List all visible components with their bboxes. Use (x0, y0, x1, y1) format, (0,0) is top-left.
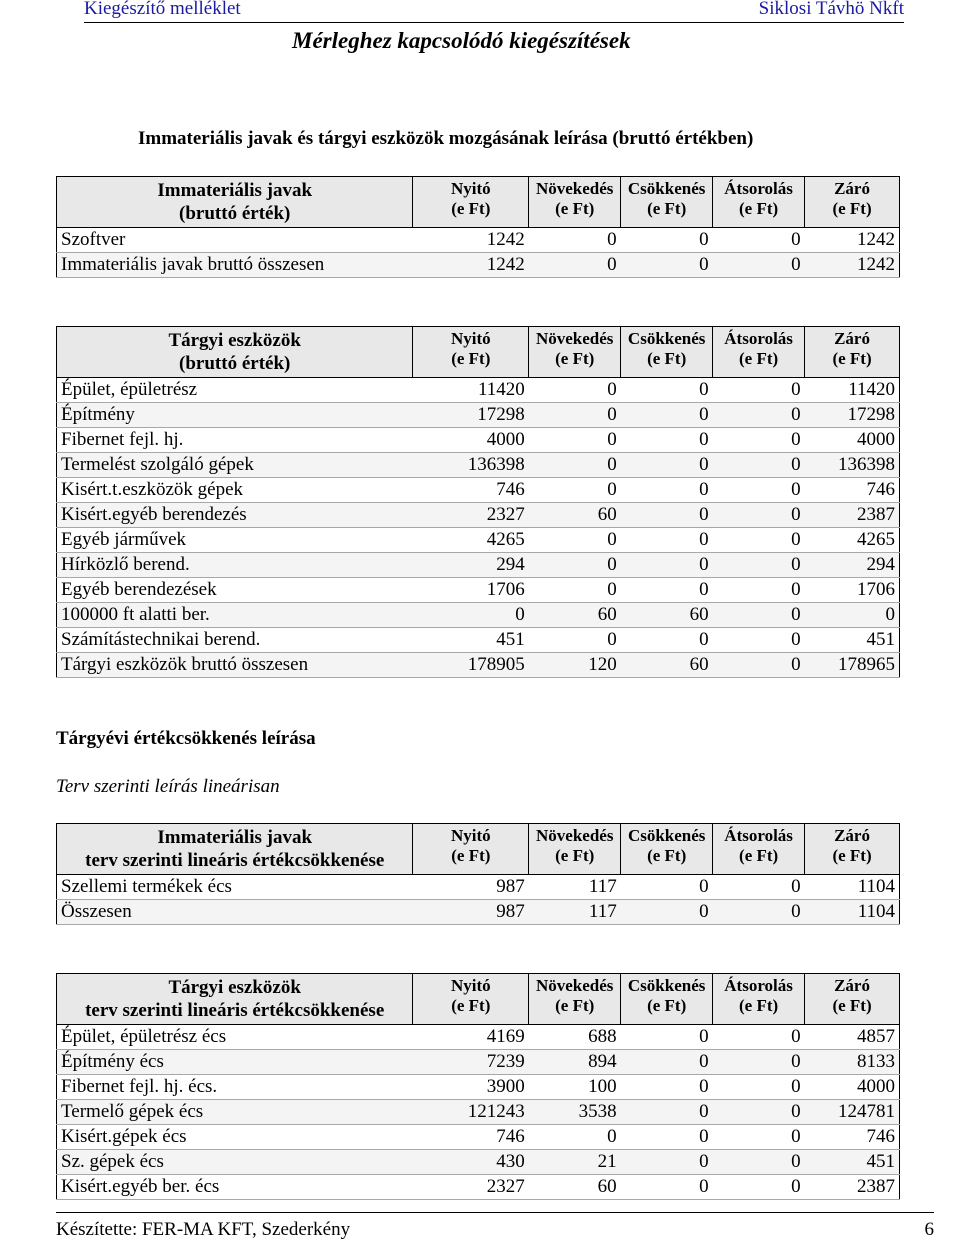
row-label: Számítástechnikai berend. (57, 628, 413, 653)
row-value-nyito: 987 (413, 875, 529, 900)
row-label: Kisért.egyéb ber. écs (57, 1175, 413, 1200)
column-header-line: Átsorolás (724, 976, 793, 995)
table-row (57, 503, 900, 528)
column-header-line: Záró (834, 976, 870, 995)
table-title-line: Tárgyi eszközök (168, 977, 301, 998)
column-header-csokk (621, 177, 713, 228)
table-row (57, 478, 900, 503)
column-header-csokk (621, 824, 713, 875)
header-right: Siklosi Távhö Nkft (758, 0, 904, 19)
row-value-nyito: 11420 (413, 378, 529, 403)
table-row (57, 875, 900, 900)
row-label: Épület, épületrész (57, 378, 413, 403)
header-left: Kiegészítő melléklet (84, 0, 241, 19)
row-value-noveked: 0 (529, 403, 621, 428)
column-header-zaro (805, 824, 900, 875)
column-header-line: (e Ft) (555, 349, 595, 368)
column-header-line: Csökkenés (627, 329, 706, 348)
column-header-line: (e Ft) (647, 199, 687, 218)
row-label: Tárgyi eszközök bruttó összesen (57, 653, 413, 678)
column-header-noveked (529, 824, 621, 875)
column-header-line: Nyitó (450, 976, 491, 995)
row-label: Kisért.t.eszközök gépek (57, 478, 413, 503)
table-title-cell (57, 177, 413, 228)
column-header-noveked (529, 327, 621, 378)
row-value-csokk: 60 (621, 603, 713, 628)
row-value-zaro: 136398 (805, 453, 900, 478)
column-header-line: (e Ft) (451, 996, 491, 1015)
row-value-atsor: 0 (713, 875, 805, 900)
row-value-atsor: 0 (713, 1175, 805, 1200)
row-value-noveked: 0 (529, 428, 621, 453)
row-label: Immateriális javak bruttó összesen (57, 253, 413, 278)
row-value-nyito: 17298 (413, 403, 529, 428)
row-label: Szoftver (57, 228, 413, 253)
column-header-line: (e Ft) (739, 846, 779, 865)
table-row (57, 653, 900, 678)
intangible-gross-table (56, 176, 900, 278)
column-header-csokk (621, 974, 713, 1025)
row-label: Szellemi termékek écs (57, 875, 413, 900)
row-value-atsor: 0 (713, 628, 805, 653)
footer-author: Készítette: FER-MA KFT, Szederkény (56, 1219, 351, 1240)
column-header-zaro (805, 327, 900, 378)
row-value-zaro: 1242 (805, 228, 900, 253)
row-value-noveked: 60 (529, 503, 621, 528)
row-value-zaro: 294 (805, 553, 900, 578)
column-header-nyito (413, 327, 529, 378)
column-header-atsor (713, 974, 805, 1025)
row-value-csokk: 0 (621, 1175, 713, 1200)
row-value-noveked: 0 (529, 528, 621, 553)
row-value-csokk: 0 (621, 1150, 713, 1175)
table-title-line: terv szerinti lineáris értékcsökkenése (85, 1000, 385, 1021)
column-header-line: (e Ft) (451, 846, 491, 865)
table-row (57, 453, 900, 478)
row-value-nyito: 0 (413, 603, 529, 628)
row-value-csokk: 0 (621, 428, 713, 453)
row-value-noveked: 0 (529, 628, 621, 653)
column-header-atsor (713, 327, 805, 378)
row-value-nyito: 7239 (413, 1050, 529, 1075)
row-label: Sz. gépek écs (57, 1150, 413, 1175)
table-row (57, 528, 900, 553)
row-value-zaro: 11420 (805, 378, 900, 403)
row-value-atsor: 0 (713, 603, 805, 628)
subtitle: Immateriális javak és tárgyi eszközök mozgásának leírása (bruttó értékben) (138, 128, 754, 149)
row-value-atsor: 0 (713, 478, 805, 503)
column-header-line: (e Ft) (739, 349, 779, 368)
row-value-nyito: 1242 (413, 253, 529, 278)
row-value-nyito: 178905 (413, 653, 529, 678)
table-row (57, 1175, 900, 1200)
row-value-zaro: 1104 (805, 900, 900, 925)
row-value-csokk: 0 (621, 403, 713, 428)
row-value-nyito: 136398 (413, 453, 529, 478)
row-value-nyito: 1242 (413, 228, 529, 253)
column-header-line: (e Ft) (647, 846, 687, 865)
table-header-row (57, 824, 900, 875)
row-value-noveked: 0 (529, 478, 621, 503)
table-row (57, 253, 900, 278)
row-value-noveked: 0 (529, 228, 621, 253)
row-label: Termelő gépek écs (57, 1100, 413, 1125)
row-value-nyito: 4000 (413, 428, 529, 453)
row-value-atsor: 0 (713, 528, 805, 553)
row-value-noveked: 688 (529, 1025, 621, 1050)
row-value-nyito: 4265 (413, 528, 529, 553)
row-value-noveked: 117 (529, 900, 621, 925)
row-value-noveked: 117 (529, 875, 621, 900)
row-value-noveked: 0 (529, 378, 621, 403)
row-label: Hírközlő berend. (57, 553, 413, 578)
row-value-atsor: 0 (713, 1025, 805, 1050)
row-value-noveked: 60 (529, 603, 621, 628)
tangible-gross-table (56, 326, 900, 678)
row-value-zaro: 451 (805, 1150, 900, 1175)
row-value-csokk: 0 (621, 578, 713, 603)
row-value-noveked: 21 (529, 1150, 621, 1175)
column-header-line: Nyitó (450, 179, 491, 198)
row-label: Egyéb járművek (57, 528, 413, 553)
column-header-line: Növekedés (535, 179, 614, 198)
row-value-zaro: 2387 (805, 1175, 900, 1200)
column-header-line: (e Ft) (555, 846, 595, 865)
row-value-nyito: 430 (413, 1150, 529, 1175)
row-value-noveked: 100 (529, 1075, 621, 1100)
row-value-nyito: 294 (413, 553, 529, 578)
column-header-line: (e Ft) (739, 996, 779, 1015)
row-value-nyito: 987 (413, 900, 529, 925)
row-label: Építmény écs (57, 1050, 413, 1075)
column-header-line: Csökkenés (627, 826, 706, 845)
row-value-csokk: 0 (621, 228, 713, 253)
row-value-csokk: 0 (621, 1025, 713, 1050)
column-header-line: Csökkenés (627, 976, 706, 995)
column-header-noveked (529, 177, 621, 228)
row-value-atsor: 0 (713, 900, 805, 925)
row-value-atsor: 0 (713, 653, 805, 678)
row-value-noveked: 894 (529, 1050, 621, 1075)
tangible-depreciation-table (56, 973, 900, 1200)
row-value-zaro: 17298 (805, 403, 900, 428)
row-value-noveked: 120 (529, 653, 621, 678)
table-title-cell (57, 327, 413, 378)
depreciation-heading: Tárgyévi értékcsökkenés leírása (56, 728, 316, 749)
column-header-line: Záró (834, 329, 870, 348)
row-value-noveked: 0 (529, 553, 621, 578)
row-value-zaro: 8133 (805, 1050, 900, 1075)
column-header-line: (e Ft) (832, 199, 872, 218)
table-title-line: Immateriális javak (157, 180, 313, 201)
row-value-csokk: 0 (621, 1100, 713, 1125)
row-value-csokk: 0 (621, 478, 713, 503)
row-label: Egyéb berendezések (57, 578, 413, 603)
row-label: Építmény (57, 403, 413, 428)
table-title-cell (57, 974, 413, 1025)
column-header-line: (e Ft) (555, 199, 595, 218)
column-header-line: (e Ft) (832, 996, 872, 1015)
table-row (57, 1100, 900, 1125)
row-value-zaro: 2387 (805, 503, 900, 528)
column-header-nyito (413, 824, 529, 875)
row-value-csokk: 0 (621, 1050, 713, 1075)
row-value-zaro: 0 (805, 603, 900, 628)
row-value-noveked: 0 (529, 253, 621, 278)
row-value-atsor: 0 (713, 378, 805, 403)
column-header-line: (e Ft) (832, 846, 872, 865)
table-row (57, 900, 900, 925)
row-value-atsor: 0 (713, 1125, 805, 1150)
row-value-csokk: 0 (621, 875, 713, 900)
row-value-csokk: 0 (621, 453, 713, 478)
column-header-nyito (413, 177, 529, 228)
row-value-atsor: 0 (713, 1050, 805, 1075)
row-value-atsor: 0 (713, 253, 805, 278)
column-header-line: Növekedés (536, 826, 614, 845)
column-header-noveked (529, 974, 621, 1025)
column-header-line: (e Ft) (647, 349, 687, 368)
row-value-nyito: 746 (413, 1125, 529, 1150)
intangible-depreciation-table (56, 823, 900, 925)
table-title-line: Immateriális javak (157, 827, 313, 848)
row-label: Összesen (57, 900, 413, 925)
column-header-nyito (413, 974, 529, 1025)
row-value-nyito: 1706 (413, 578, 529, 603)
row-value-atsor: 0 (713, 228, 805, 253)
column-header-line: Növekedés (535, 329, 614, 348)
row-value-nyito: 451 (413, 628, 529, 653)
column-header-line: Záró (834, 179, 870, 198)
table-row (57, 1150, 900, 1175)
row-value-csokk: 0 (621, 528, 713, 553)
column-header-csokk (621, 327, 713, 378)
table-row (57, 578, 900, 603)
table-title-line: (bruttó érték) (179, 353, 291, 374)
row-value-nyito: 4169 (413, 1025, 529, 1050)
row-value-zaro: 1104 (805, 875, 900, 900)
row-value-nyito: 746 (413, 478, 529, 503)
column-header-line: Nyitó (451, 826, 491, 845)
row-value-noveked: 60 (529, 1175, 621, 1200)
row-value-atsor: 0 (713, 1075, 805, 1100)
row-value-nyito: 121243 (413, 1100, 529, 1125)
column-header-line: (e Ft) (647, 996, 687, 1015)
column-header-line: (e Ft) (451, 199, 491, 218)
column-header-line: Záró (834, 826, 870, 845)
row-value-csokk: 0 (621, 378, 713, 403)
table-title-cell (57, 824, 413, 875)
row-value-atsor: 0 (713, 1100, 805, 1125)
row-value-atsor: 0 (713, 1150, 805, 1175)
row-label: Kisért.gépek écs (57, 1125, 413, 1150)
row-value-csokk: 0 (621, 253, 713, 278)
row-label: Fibernet fejl. hj. écs. (57, 1075, 413, 1100)
table-row (57, 603, 900, 628)
row-value-zaro: 1242 (805, 253, 900, 278)
table-row (57, 378, 900, 403)
row-value-atsor: 0 (713, 578, 805, 603)
row-value-nyito: 2327 (413, 503, 529, 528)
row-value-csokk: 60 (621, 653, 713, 678)
row-value-noveked: 0 (529, 578, 621, 603)
page-footer (56, 1212, 934, 1241)
row-value-zaro: 4265 (805, 528, 900, 553)
row-value-atsor: 0 (713, 503, 805, 528)
table-row (57, 1050, 900, 1075)
page-title: Mérleghez kapcsolódó kiegészítések (292, 28, 631, 53)
table-row (57, 628, 900, 653)
column-header-line: Átsorolás (724, 826, 793, 845)
table-row (57, 1125, 900, 1150)
row-value-csokk: 0 (621, 900, 713, 925)
row-label: Fibernet fejl. hj. (57, 428, 413, 453)
row-value-csokk: 0 (621, 503, 713, 528)
column-header-atsor (713, 824, 805, 875)
table-title-line: terv szerinti lineáris értékcsökkenése (85, 850, 385, 871)
row-label: 100000 ft alatti ber. (57, 603, 413, 628)
table-title-line: Tárgyi eszközök (168, 330, 301, 351)
row-value-zaro: 4857 (805, 1025, 900, 1050)
row-value-csokk: 0 (621, 1075, 713, 1100)
table-header-row (57, 974, 900, 1025)
row-value-noveked: 3538 (529, 1100, 621, 1125)
column-header-line: (e Ft) (451, 349, 491, 368)
table-row (57, 403, 900, 428)
row-value-noveked: 0 (529, 1125, 621, 1150)
row-value-atsor: 0 (713, 403, 805, 428)
column-header-line: (e Ft) (555, 996, 595, 1015)
row-value-csokk: 0 (621, 1125, 713, 1150)
column-header-atsor (713, 177, 805, 228)
column-header-line: (e Ft) (832, 349, 872, 368)
table-row (57, 428, 900, 453)
column-header-zaro (805, 974, 900, 1025)
row-label: Kisért.egyéb berendezés (57, 503, 413, 528)
row-value-zaro: 4000 (805, 1075, 900, 1100)
column-header-line: Csökkenés (627, 179, 706, 198)
row-value-csokk: 0 (621, 628, 713, 653)
column-header-line: Növekedés (535, 976, 614, 995)
column-header-line: Átsorolás (724, 329, 793, 348)
row-value-nyito: 2327 (413, 1175, 529, 1200)
row-value-nyito: 3900 (413, 1075, 529, 1100)
row-value-zaro: 746 (805, 478, 900, 503)
row-label: Épület, épületrész écs (57, 1025, 413, 1050)
row-value-zaro: 1706 (805, 578, 900, 603)
row-value-zaro: 4000 (805, 428, 900, 453)
row-value-zaro: 178965 (805, 653, 900, 678)
table-row (57, 1025, 900, 1050)
column-header-line: Átsorolás (724, 179, 793, 198)
column-header-line: Nyitó (450, 329, 491, 348)
row-value-noveked: 0 (529, 453, 621, 478)
table-row (57, 1075, 900, 1100)
table-row (57, 228, 900, 253)
page-number: 6 (924, 1219, 934, 1240)
row-value-zaro: 124781 (805, 1100, 900, 1125)
row-value-atsor: 0 (713, 453, 805, 478)
row-value-zaro: 451 (805, 628, 900, 653)
row-value-atsor: 0 (713, 428, 805, 453)
row-value-atsor: 0 (713, 553, 805, 578)
depreciation-subheading: Terv szerinti leírás lineárisan (56, 776, 280, 797)
table-row (57, 553, 900, 578)
column-header-line: (e Ft) (739, 199, 779, 218)
table-header-row (57, 327, 900, 378)
row-value-csokk: 0 (621, 553, 713, 578)
table-header-row (57, 177, 900, 228)
column-header-zaro (805, 177, 900, 228)
row-label: Termelést szolgáló gépek (57, 453, 413, 478)
table-title-line: (bruttó érték) (179, 203, 291, 224)
row-value-zaro: 746 (805, 1125, 900, 1150)
page-header (84, 0, 904, 23)
